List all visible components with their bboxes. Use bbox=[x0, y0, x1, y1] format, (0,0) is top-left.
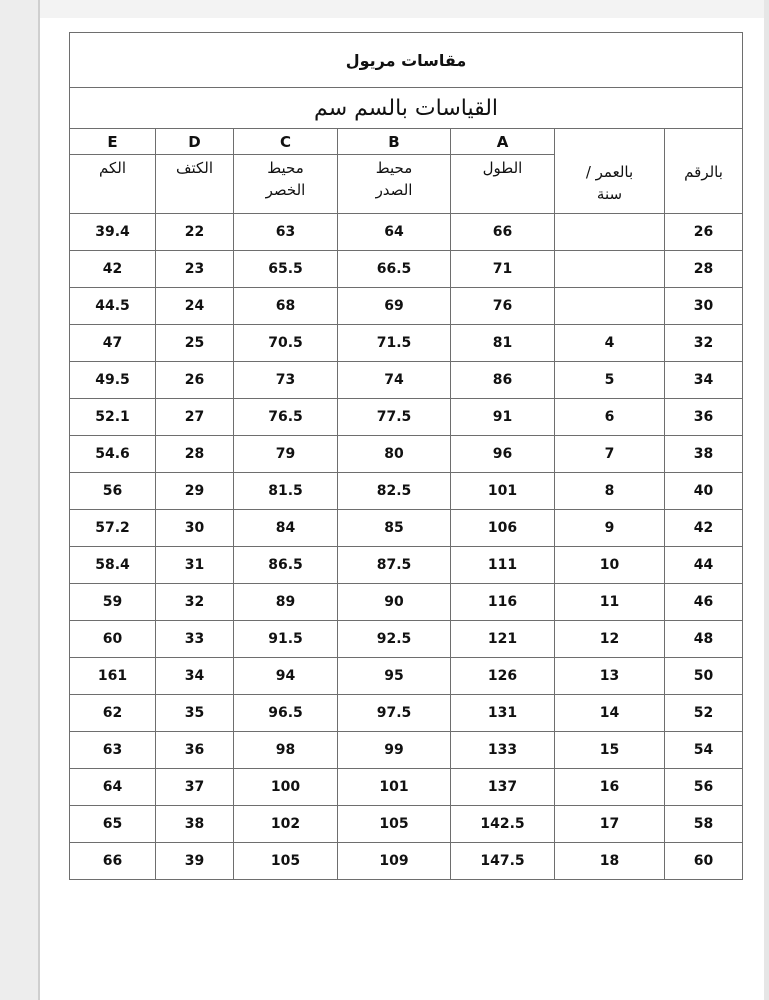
cell-waist: 79 bbox=[234, 436, 338, 473]
cell-shoulder: 23 bbox=[156, 251, 234, 288]
cell-size: 46 bbox=[665, 584, 743, 621]
cell-shoulder: 26 bbox=[156, 362, 234, 399]
cell-length: 137 bbox=[451, 769, 555, 806]
table-row bbox=[70, 695, 743, 732]
cell-chest: 64 bbox=[338, 214, 451, 251]
table-row bbox=[70, 510, 743, 547]
cell-chest: 85 bbox=[338, 510, 451, 547]
cell-sleeve: 62 bbox=[70, 695, 156, 732]
cell-age: 18 bbox=[555, 843, 665, 880]
table-row bbox=[70, 399, 743, 436]
header-chest-label: محيط الصدر bbox=[375, 159, 413, 199]
cell-shoulder: 37 bbox=[156, 769, 234, 806]
column-letter-a: A bbox=[451, 129, 555, 155]
cell-shoulder: 38 bbox=[156, 806, 234, 843]
cell-size: 58 bbox=[665, 806, 743, 843]
cell-shoulder: 39 bbox=[156, 843, 234, 880]
cell-age: 17 bbox=[555, 806, 665, 843]
cell-length: 106 bbox=[451, 510, 555, 547]
cell-waist: 96.5 bbox=[234, 695, 338, 732]
cell-waist: 98 bbox=[234, 732, 338, 769]
table-row bbox=[70, 214, 743, 251]
cell-shoulder: 25 bbox=[156, 325, 234, 362]
cell-size: 28 bbox=[665, 251, 743, 288]
column-letter-e: E bbox=[70, 129, 156, 155]
cell-age bbox=[555, 214, 665, 251]
header-shoulder: الكتف bbox=[156, 155, 234, 214]
cell-sleeve: 44.5 bbox=[70, 288, 156, 325]
chart-subtitle: القياسات بالسم سم bbox=[70, 88, 743, 129]
cell-waist: 105 bbox=[234, 843, 338, 880]
cell-chest: 109 bbox=[338, 843, 451, 880]
cell-age: 12 bbox=[555, 621, 665, 658]
cell-size: 30 bbox=[665, 288, 743, 325]
top-margin bbox=[0, 0, 769, 18]
cell-shoulder: 22 bbox=[156, 214, 234, 251]
cell-sleeve: 63 bbox=[70, 732, 156, 769]
cell-chest: 92.5 bbox=[338, 621, 451, 658]
cell-length: 76 bbox=[451, 288, 555, 325]
cell-size: 52 bbox=[665, 695, 743, 732]
cell-sleeve: 60 bbox=[70, 621, 156, 658]
table-row bbox=[70, 362, 743, 399]
cell-size: 54 bbox=[665, 732, 743, 769]
cell-size: 26 bbox=[665, 214, 743, 251]
chart-title: مقاسات مريول bbox=[70, 33, 743, 88]
cell-age: 16 bbox=[555, 769, 665, 806]
cell-age: 8 bbox=[555, 473, 665, 510]
cell-waist: 70.5 bbox=[234, 325, 338, 362]
cell-length: 147.5 bbox=[451, 843, 555, 880]
cell-shoulder: 30 bbox=[156, 510, 234, 547]
cell-length: 91 bbox=[451, 399, 555, 436]
cell-size: 38 bbox=[665, 436, 743, 473]
cell-chest: 95 bbox=[338, 658, 451, 695]
cell-chest: 74 bbox=[338, 362, 451, 399]
table-row bbox=[70, 621, 743, 658]
table-row bbox=[70, 547, 743, 584]
cell-chest: 101 bbox=[338, 769, 451, 806]
table-row bbox=[70, 436, 743, 473]
cell-age: 15 bbox=[555, 732, 665, 769]
cell-size: 36 bbox=[665, 399, 743, 436]
cell-shoulder: 36 bbox=[156, 732, 234, 769]
cell-age: 11 bbox=[555, 584, 665, 621]
cell-length: 86 bbox=[451, 362, 555, 399]
cell-chest: 77.5 bbox=[338, 399, 451, 436]
column-letter-d: D bbox=[156, 129, 234, 155]
cell-waist: 65.5 bbox=[234, 251, 338, 288]
cell-waist: 63 bbox=[234, 214, 338, 251]
cell-age: 14 bbox=[555, 695, 665, 732]
cell-age: 13 bbox=[555, 658, 665, 695]
table-row bbox=[70, 584, 743, 621]
cell-waist: 100 bbox=[234, 769, 338, 806]
cell-age: 7 bbox=[555, 436, 665, 473]
cell-size: 40 bbox=[665, 473, 743, 510]
cell-shoulder: 34 bbox=[156, 658, 234, 695]
cell-sleeve: 56 bbox=[70, 473, 156, 510]
cell-chest: 105 bbox=[338, 806, 451, 843]
table-row bbox=[70, 732, 743, 769]
cell-age: 10 bbox=[555, 547, 665, 584]
cell-sleeve: 47 bbox=[70, 325, 156, 362]
table-row bbox=[70, 473, 743, 510]
cell-chest: 71.5 bbox=[338, 325, 451, 362]
cell-sleeve: 42 bbox=[70, 251, 156, 288]
cell-shoulder: 29 bbox=[156, 473, 234, 510]
cell-length: 111 bbox=[451, 547, 555, 584]
column-letter-b: B bbox=[338, 129, 451, 155]
cell-size: 60 bbox=[665, 843, 743, 880]
cell-sleeve: 39.4 bbox=[70, 214, 156, 251]
table-row bbox=[70, 769, 743, 806]
header-waist bbox=[234, 155, 338, 214]
table-row bbox=[70, 325, 743, 362]
cell-chest: 99 bbox=[338, 732, 451, 769]
cell-sleeve: 58.4 bbox=[70, 547, 156, 584]
cell-sleeve: 54.6 bbox=[70, 436, 156, 473]
table-row bbox=[70, 658, 743, 695]
cell-length: 66 bbox=[451, 214, 555, 251]
header-size bbox=[665, 129, 743, 214]
cell-shoulder: 31 bbox=[156, 547, 234, 584]
cell-length: 133 bbox=[451, 732, 555, 769]
header-sleeve: الكم bbox=[70, 155, 156, 214]
table-row bbox=[70, 843, 743, 880]
cell-chest: 80 bbox=[338, 436, 451, 473]
cell-length: 116 bbox=[451, 584, 555, 621]
header-waist-label: محيط الخصر bbox=[265, 159, 306, 199]
cell-chest: 97.5 bbox=[338, 695, 451, 732]
cell-chest: 87.5 bbox=[338, 547, 451, 584]
cell-waist: 81.5 bbox=[234, 473, 338, 510]
left-margin bbox=[0, 0, 40, 1000]
cell-waist: 86.5 bbox=[234, 547, 338, 584]
cell-age: 6 bbox=[555, 399, 665, 436]
cell-waist: 91.5 bbox=[234, 621, 338, 658]
cell-age: 5 bbox=[555, 362, 665, 399]
cell-waist: 68 bbox=[234, 288, 338, 325]
cell-age bbox=[555, 251, 665, 288]
cell-shoulder: 35 bbox=[156, 695, 234, 732]
cell-chest: 66.5 bbox=[338, 251, 451, 288]
cell-length: 96 bbox=[451, 436, 555, 473]
cell-size: 48 bbox=[665, 621, 743, 658]
cell-size: 44 bbox=[665, 547, 743, 584]
cell-length: 131 bbox=[451, 695, 555, 732]
header-size-label: بالرقم bbox=[684, 163, 723, 181]
cell-waist: 102 bbox=[234, 806, 338, 843]
cell-length: 121 bbox=[451, 621, 555, 658]
cell-age: 4 bbox=[555, 325, 665, 362]
column-letter-c: C bbox=[234, 129, 338, 155]
cell-length: 126 bbox=[451, 658, 555, 695]
cell-sleeve: 57.2 bbox=[70, 510, 156, 547]
cell-age: 9 bbox=[555, 510, 665, 547]
cell-length: 81 bbox=[451, 325, 555, 362]
header-length: الطول bbox=[451, 155, 555, 214]
cell-shoulder: 33 bbox=[156, 621, 234, 658]
cell-chest: 90 bbox=[338, 584, 451, 621]
cell-sleeve: 66 bbox=[70, 843, 156, 880]
cell-waist: 89 bbox=[234, 584, 338, 621]
table-row bbox=[70, 251, 743, 288]
cell-chest: 69 bbox=[338, 288, 451, 325]
cell-sleeve: 64 bbox=[70, 769, 156, 806]
cell-waist: 84 bbox=[234, 510, 338, 547]
cell-size: 56 bbox=[665, 769, 743, 806]
cell-length: 101 bbox=[451, 473, 555, 510]
cell-size: 50 bbox=[665, 658, 743, 695]
cell-size: 42 bbox=[665, 510, 743, 547]
table-row bbox=[70, 288, 743, 325]
cell-waist: 76.5 bbox=[234, 399, 338, 436]
header-age-label: بالعمر / سنة bbox=[585, 163, 634, 203]
cell-length: 71 bbox=[451, 251, 555, 288]
cell-sleeve: 59 bbox=[70, 584, 156, 621]
cell-waist: 73 bbox=[234, 362, 338, 399]
cell-sleeve: 52.1 bbox=[70, 399, 156, 436]
cell-chest: 82.5 bbox=[338, 473, 451, 510]
cell-shoulder: 28 bbox=[156, 436, 234, 473]
cell-sleeve: 65 bbox=[70, 806, 156, 843]
header-age bbox=[555, 129, 665, 214]
cell-age bbox=[555, 288, 665, 325]
cell-shoulder: 32 bbox=[156, 584, 234, 621]
header-chest bbox=[338, 155, 451, 214]
cell-shoulder: 24 bbox=[156, 288, 234, 325]
cell-size: 32 bbox=[665, 325, 743, 362]
cell-waist: 94 bbox=[234, 658, 338, 695]
cell-length: 142.5 bbox=[451, 806, 555, 843]
table-row bbox=[70, 806, 743, 843]
cell-size: 34 bbox=[665, 362, 743, 399]
cell-sleeve: 161 bbox=[70, 658, 156, 695]
cell-sleeve: 49.5 bbox=[70, 362, 156, 399]
size-chart-table bbox=[69, 32, 743, 880]
cell-shoulder: 27 bbox=[156, 399, 234, 436]
page-right-edge bbox=[764, 0, 769, 1000]
